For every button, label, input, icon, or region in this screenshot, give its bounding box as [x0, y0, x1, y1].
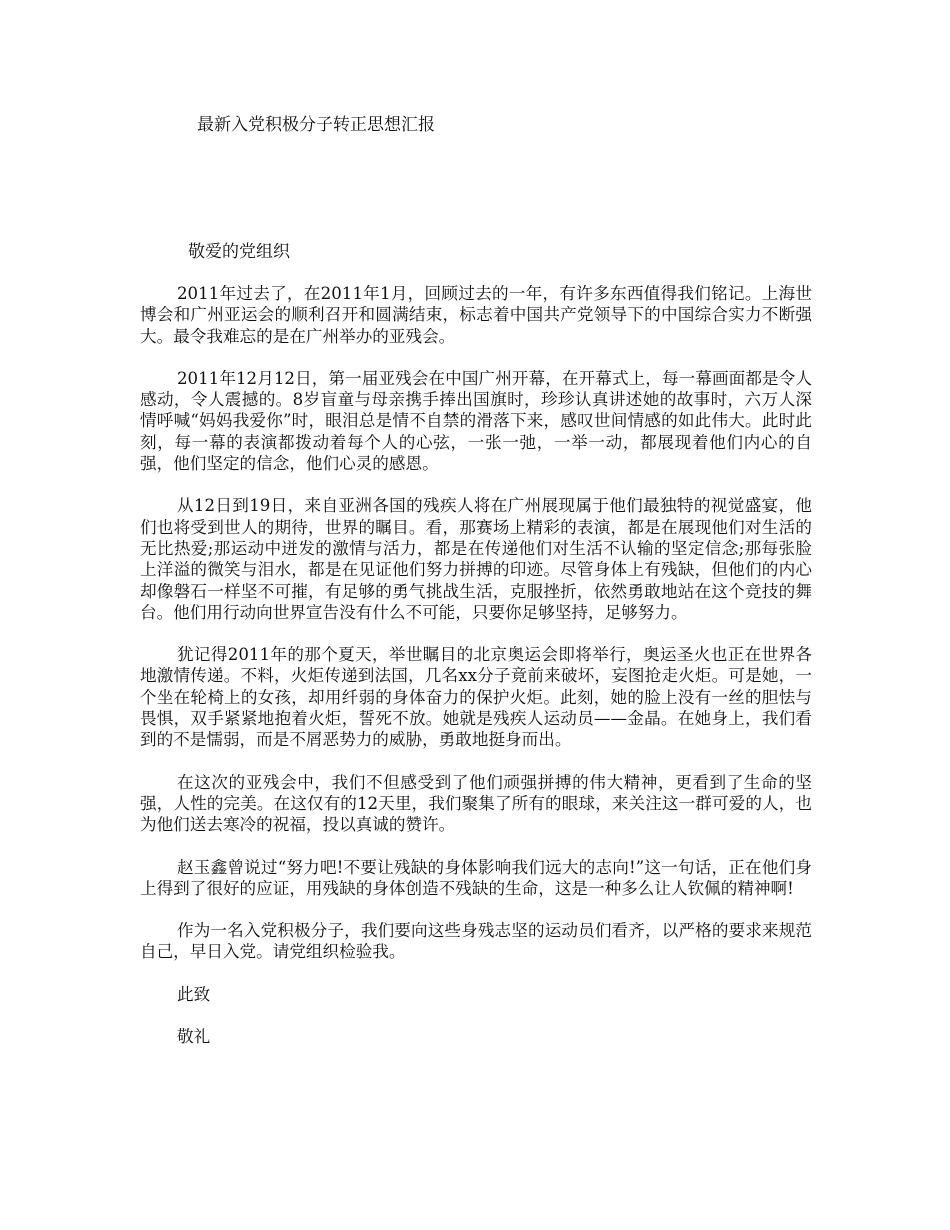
closing-line-1: 此致: [177, 984, 211, 1004]
paragraph-4: 犹记得2011年的那个夏天，举世瞩目的北京奥运会即将举行，奥运圣火也正在世界各地激情传递。不料，火炬传递到法国，几名xx分子竟前来破坏，妄图抢走火炬。可是她，一个坐在轮椅上的女孩，却用纤弱的身体奋力的保护火炬。此刻，她的脸上没有一丝的胆怯与畏惧，双手紧紧地抱着火炬，誓死不放。她就是残疾人运动员——金晶。在她身上，我们看到的不是懦弱，而是不屑恶势力的威胁，勇敢地挺身而出。: [140, 645, 812, 750]
body-text: [140, 283, 812, 1047]
paragraph-2: 2011年12月12日，第一届亚残会在中国广州开幕，在开幕式上，每一幕画面都是令人感动，令人震撼的。8岁盲童与母亲携手捧出国旗时，珍珍认真讲述她的故事时，六万人深情呼喊“妈妈我爱你”时，眼泪总是情不自禁的滑落下来，感叹世间情感的如此伟大。此时此刻，每一幕的表演都拨动着每个人的心弦，一张一弛，一举一动，都展现着他们内心的自强，他们坚定的信念，他们心灵的感恩。: [140, 368, 812, 474]
paragraph-6: 赵玉鑫曾说过“努力吧!不要让残缺的身体影响我们远大的志向!”这一句话，正在他们身上得到了很好的应证，用残缺的身体创造不残缺的生命，这是一种多么让人钦佩的精神啊!: [140, 857, 812, 898]
document-title: 最新入党积极分子转正思想汇报: [197, 115, 435, 135]
closing-line-2: 敬礼: [177, 1027, 211, 1047]
paragraph-7: 作为一名入党积极分子，我们要向这些身残志坚的运动员们看齐，以严格的要求来规范自己，早日入党。请党组织检验我。: [140, 921, 812, 962]
paragraph-3: 从12日到19日，来自亚洲各国的残疾人将在广州展现属于他们最独特的视觉盛宴，他们也将受到世人的期待，世界的瞩目。看，那赛场上精彩的表演，都是在展现他们对生活的无比热爱;那运动中迸发的激情与活力，都是在传递他们对生活不认输的坚定信念;那每张脸上洋溢的微笑与泪水，都是在见证他们努力拼搏的印迹。尽管身体上有残缺，但他们的内心却像磐石一样坚不可摧，有足够的勇气挑战生活，克服挫折，依然勇敢地站在这个竞技的舞台。他们用行动向世界宣告没有什么不可能，只要你足够坚持，足够努力。: [140, 496, 812, 622]
salutation: 敬爱的党组织: [188, 242, 290, 262]
paragraph-5: 在这次的亚残会中，我们不但感受到了他们顽强拼搏的伟大精神，更看到了生命的坚强，人性的完美。在这仅有的12天里，我们聚集了所有的眼球，来关注这一群可爱的人，也为他们送去寒冷的祝福，投以真诚的赞许。: [140, 772, 812, 835]
paragraph-1: 2011年过去了，在2011年1月，回顾过去的一年，有许多东西值得我们铭记。上海世博会和广州亚运会的顺利召开和圆满结束，标志着中国共产党领导下的中国综合实力不断强大。最令我难忘的是在广州举办的亚残会。: [140, 284, 812, 346]
